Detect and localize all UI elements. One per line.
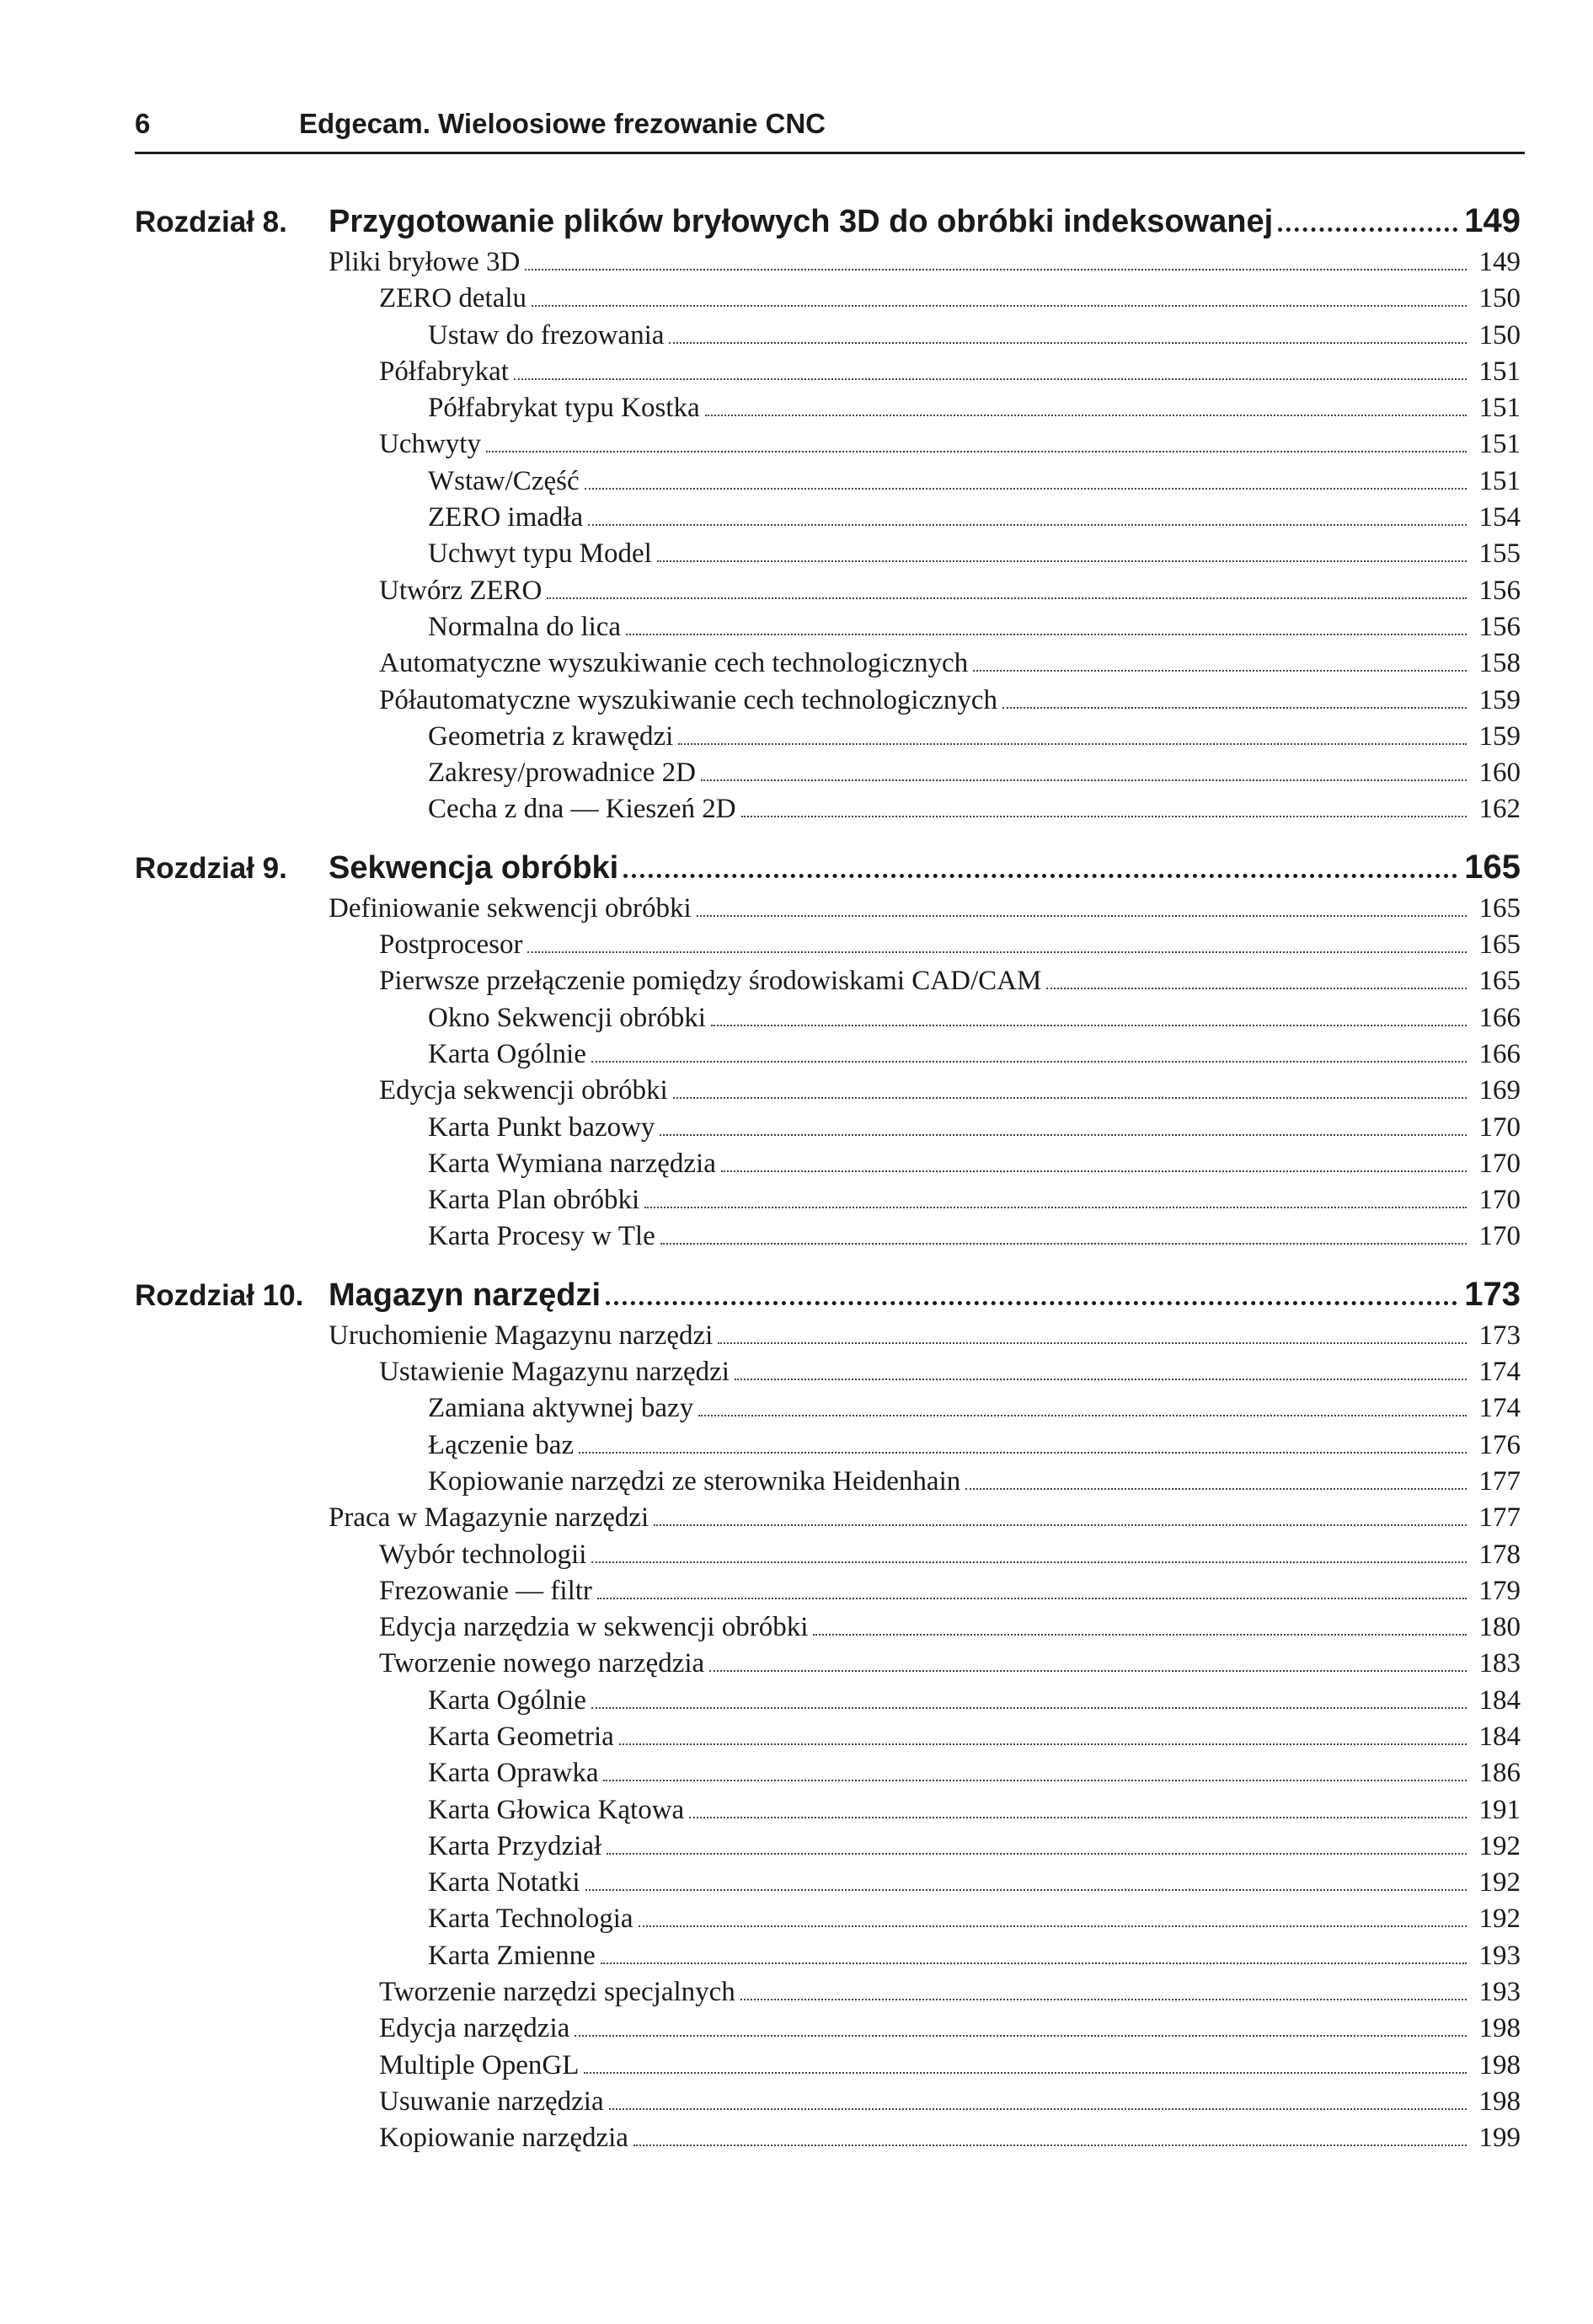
toc-entry-page-number: 198	[1478, 2086, 1521, 2117]
toc-entry-page-number: 155	[1478, 538, 1521, 570]
toc-entry-title: Łączenie baz	[428, 1429, 575, 1460]
chapter-page-number: 149	[1464, 202, 1521, 239]
dot-leader	[673, 1097, 1467, 1099]
toc-entry-title: Uruchomienie Magazynu narzędzi	[329, 1320, 714, 1351]
toc-entry-page-number: 150	[1478, 283, 1521, 314]
dot-leader	[718, 1342, 1467, 1344]
toc-entry-title: Cecha z dna — Kieszeń 2D	[428, 794, 736, 825]
toc-entry[interactable]	[135, 2086, 1521, 2123]
toc-entry[interactable]	[135, 1112, 1521, 1149]
dot-leader	[709, 1670, 1467, 1672]
dot-leader	[689, 1817, 1467, 1818]
toc-entry[interactable]	[135, 247, 1521, 283]
toc-entry-title: Karta Plan obróbki	[428, 1185, 640, 1216]
toc-entry-page-number: 198	[1478, 2013, 1521, 2044]
dot-leader	[591, 1707, 1467, 1709]
dot-leader	[532, 305, 1467, 307]
dot-leader	[585, 488, 1467, 490]
dot-leader	[603, 1780, 1467, 1781]
toc-entry-page-number: 178	[1478, 1539, 1521, 1570]
toc-entry-title: Karta Ogólnie	[428, 1684, 586, 1716]
toc-entry[interactable]	[135, 758, 1521, 794]
toc-entry-title: Geometria z krawędzi	[428, 720, 674, 752]
dot-leader	[721, 1170, 1467, 1172]
dot-leader	[626, 634, 1467, 635]
toc-entry-title: Karta Geometria	[428, 1721, 614, 1752]
running-title: Edgecam. Wieloosiowe frezowanie CNC	[299, 108, 826, 139]
toc-entry[interactable]	[135, 1320, 1521, 1357]
toc-entry-title: Karta Zmienne	[428, 1940, 596, 1971]
toc-entry[interactable]	[135, 538, 1521, 575]
toc-entry[interactable]	[135, 1357, 1521, 1393]
toc-entry-title: Zakresy/prowadnice 2D	[428, 758, 696, 789]
toc-entry-page-number: 158	[1478, 648, 1521, 679]
toc-entry-page-number: 174	[1478, 1357, 1521, 1388]
dot-leader	[609, 2108, 1467, 2110]
toc-entry-page-number: 186	[1478, 1758, 1521, 1789]
dot-leader	[705, 415, 1467, 416]
toc-entry[interactable]	[135, 429, 1521, 465]
dot-leader	[698, 1415, 1467, 1416]
toc-entry[interactable]	[135, 648, 1521, 684]
dot-leader	[711, 1025, 1467, 1026]
toc-entry[interactable]	[135, 1648, 1521, 1684]
toc-entry-title: Tworzenie narzędzi specjalnych	[379, 1977, 735, 2008]
chapter-label: Rozdział 10.	[135, 1278, 304, 1312]
toc-entry-page-number: 184	[1478, 1684, 1521, 1716]
page-header	[135, 108, 1525, 155]
chapter-label: Rozdział 9.	[135, 851, 287, 885]
toc-entry[interactable]	[135, 929, 1521, 966]
toc-entry[interactable]	[135, 1466, 1521, 1502]
toc-entry[interactable]	[135, 685, 1521, 721]
toc-entry-title: Automatyczne wyszukiwanie cech technologicznych	[379, 648, 969, 679]
toc-entry-title: Uchwyt typu Model	[428, 538, 652, 570]
toc-entry-page-number: 166	[1478, 1002, 1521, 1033]
toc-entry-page-number: 177	[1478, 1465, 1521, 1497]
toc-entry-title: Karta Ogólnie	[428, 1038, 586, 1069]
dot-leader	[965, 1488, 1467, 1490]
dot-leader	[525, 269, 1467, 270]
toc-entry-title: Uchwyty	[379, 429, 481, 460]
toc-entry-page-number: 183	[1478, 1648, 1521, 1679]
toc-entry-title: Karta Przydział	[428, 1830, 602, 1861]
toc-entry-page-number: 193	[1478, 1940, 1521, 1971]
toc-entry-title: Tworzenie nowego narzędzia	[379, 1648, 705, 1679]
toc-entry-title: Karta Głowica Kątowa	[428, 1794, 685, 1825]
toc-entry-page-number: 170	[1478, 1185, 1521, 1216]
dot-leader	[1046, 988, 1467, 989]
toc-entry-page-number: 180	[1478, 1612, 1521, 1643]
dot-leader	[514, 378, 1467, 380]
dot-leader	[735, 1379, 1467, 1380]
toc-entry[interactable]	[135, 893, 1521, 929]
toc-entry-page-number: 162	[1478, 794, 1521, 825]
toc-entry[interactable]	[135, 1685, 1521, 1722]
toc-entry-title: Kopiowanie narzędzi ze sterownika Heidenhain	[428, 1465, 961, 1497]
toc-entry[interactable]	[135, 1795, 1521, 1831]
toc-entry[interactable]	[135, 2123, 1521, 2159]
toc-entry-page-number: 159	[1478, 720, 1521, 752]
toc-entry-title: Karta Oprawka	[428, 1758, 599, 1789]
toc-entry-page-number: 170	[1478, 1111, 1521, 1143]
toc-entry[interactable]	[135, 1430, 1521, 1466]
toc-entry-title: Utwórz ZERO	[379, 575, 543, 606]
chapter-page-number: 173	[1464, 1275, 1521, 1313]
dot-leader	[585, 1889, 1467, 1891]
dot-leader	[669, 342, 1467, 344]
toc-entry-title: ZERO imadła	[428, 502, 584, 533]
toc-entry[interactable]	[135, 1612, 1521, 1648]
chapter-heading[interactable]	[135, 202, 1521, 247]
toc-entry-page-number: 192	[1478, 1867, 1521, 1898]
toc-entry-page-number: 165	[1478, 929, 1521, 961]
header-rule	[135, 152, 1525, 154]
toc-entry-title: Karta Punkt bazowy	[428, 1111, 655, 1143]
toc-entry[interactable]	[135, 1941, 1521, 1977]
toc-entry-title: Karta Technologia	[428, 1904, 633, 1935]
toc-entry-title: Multiple OpenGL	[379, 2049, 580, 2080]
dot-leader	[1278, 228, 1457, 232]
dot-leader	[633, 2145, 1467, 2146]
toc-entry[interactable]	[135, 721, 1521, 758]
toc-entry-title: Ustaw do frezowania	[428, 319, 665, 351]
toc-entry[interactable]	[135, 612, 1521, 648]
dot-leader	[579, 1452, 1467, 1454]
dot-leader	[588, 524, 1467, 526]
chapter-heading[interactable]	[135, 1276, 1521, 1320]
toc-entry[interactable]	[135, 1867, 1521, 1904]
toc-entry-page-number: 160	[1478, 758, 1521, 789]
toc-entry-title: Okno Sekwencji obróbki	[428, 1002, 706, 1033]
toc-entry[interactable]	[135, 1722, 1521, 1758]
toc-entry-page-number: 151	[1478, 393, 1521, 424]
toc-entry[interactable]	[135, 1977, 1521, 2013]
dot-leader	[527, 951, 1467, 953]
toc-entry-page-number: 151	[1478, 356, 1521, 387]
toc-entry-title: Półfabrykat typu Kostka	[428, 393, 700, 424]
toc-entry-page-number: 156	[1478, 575, 1521, 606]
toc-entry[interactable]	[135, 2013, 1521, 2049]
toc-entry[interactable]	[135, 1185, 1521, 1221]
toc-entry-page-number: 174	[1478, 1393, 1521, 1424]
toc-entry-page-number: 184	[1478, 1721, 1521, 1752]
toc-entry-page-number: 165	[1478, 966, 1521, 997]
dot-leader	[606, 1301, 1457, 1305]
toc-entry-title: Kopiowanie narzędzia	[379, 2123, 628, 2154]
toc-entry[interactable]	[135, 794, 1521, 830]
toc-entry[interactable]	[135, 576, 1521, 612]
toc-entry-title: Karta Wymiana narzędzia	[428, 1148, 716, 1179]
toc-entry-page-number: 177	[1478, 1502, 1521, 1534]
toc-entry[interactable]	[135, 1758, 1521, 1794]
dot-leader	[678, 743, 1467, 745]
toc-entry[interactable]	[135, 283, 1521, 319]
chapter-title: Magazyn narzędzi	[329, 1277, 601, 1313]
toc-entry-title: Półautomatyczne wyszukiwanie cech technologicznych	[379, 684, 997, 715]
dot-leader	[813, 1634, 1467, 1636]
toc-entry-page-number: 156	[1478, 611, 1521, 642]
toc-entry-title: Frezowanie — filtr	[379, 1575, 592, 1606]
dot-leader	[740, 1999, 1467, 2000]
chapter-title: Sekwencja obróbki	[329, 849, 619, 886]
dot-leader	[660, 1134, 1467, 1136]
toc-entry-page-number: 173	[1478, 1320, 1521, 1351]
toc-entry-title: ZERO detalu	[379, 283, 527, 314]
toc-entry-page-number: 149	[1478, 247, 1521, 277]
dot-leader	[1002, 707, 1467, 709]
toc-entry-title: Edycja narzędzia	[379, 2013, 570, 2044]
toc-entry-title: Usuwanie narzędzia	[379, 2086, 604, 2117]
chapter-label: Rozdział 8.	[135, 206, 287, 238]
toc-entry-page-number: 199	[1478, 2123, 1521, 2154]
table-of-contents	[135, 202, 1521, 2177]
toc-entry-page-number: 193	[1478, 1977, 1521, 2008]
toc-entry[interactable]	[135, 1904, 1521, 1940]
dot-leader	[741, 816, 1467, 817]
toc-entry-title: Praca w Magazynie narzędzi	[329, 1502, 649, 1534]
chapter-title: Przygotowanie plików bryłowych 3D do obróbki indeksowanej	[329, 204, 1274, 239]
toc-entry-title: Pliki bryłowe 3D	[329, 247, 521, 277]
toc-entry-title: Pierwsze przełączenie pomiędzy środowiskami CAD/CAM	[379, 966, 1042, 997]
toc-entry[interactable]	[135, 1576, 1521, 1612]
toc-entry[interactable]	[135, 1149, 1521, 1185]
toc-entry-page-number: 151	[1478, 429, 1521, 460]
dot-leader	[973, 670, 1467, 672]
toc-entry-page-number: 166	[1478, 1038, 1521, 1069]
toc-entry-title: Półfabrykat	[379, 356, 509, 387]
toc-entry-page-number: 176	[1478, 1429, 1521, 1460]
toc-entry[interactable]	[135, 1039, 1521, 1075]
toc-entry-title: Edycja narzędzia w sekwencji obróbki	[379, 1612, 809, 1643]
toc-entry[interactable]	[135, 1221, 1521, 1257]
toc-entry-title: Wstaw/Część	[428, 465, 580, 496]
toc-entry[interactable]	[135, 1502, 1521, 1539]
dot-leader	[660, 1243, 1467, 1245]
toc-entry-page-number: 192	[1478, 1830, 1521, 1861]
toc-entry-title: Definiowanie sekwencji obróbki	[329, 892, 692, 924]
toc-entry-title: Edycja sekwencji obróbki	[379, 1075, 668, 1106]
dot-leader	[601, 1963, 1467, 1964]
toc-entry-title: Ustawienie Magazynu narzędzi	[379, 1357, 730, 1388]
toc-entry-page-number: 154	[1478, 502, 1521, 533]
toc-entry-title: Zamiana aktywnej bazy	[428, 1393, 694, 1424]
dot-leader	[597, 1598, 1467, 1599]
page-number: 6	[135, 108, 151, 139]
toc-entry-page-number: 169	[1478, 1075, 1521, 1106]
toc-entry-title: Normalna do lica	[428, 611, 622, 642]
toc-entry-page-number: 191	[1478, 1794, 1521, 1825]
dot-leader	[607, 1853, 1467, 1855]
dot-leader	[584, 2072, 1467, 2074]
dot-leader	[644, 1207, 1467, 1208]
dot-leader	[619, 1743, 1467, 1745]
toc-entry[interactable]	[135, 356, 1521, 393]
toc-entry-page-number: 165	[1478, 892, 1521, 924]
toc-entry[interactable]	[135, 320, 1521, 356]
dot-leader	[575, 2035, 1467, 2037]
dot-leader	[697, 915, 1467, 917]
dot-leader	[547, 597, 1467, 599]
toc-entry-title: Karta Procesy w Tle	[428, 1221, 655, 1252]
toc-entry[interactable]	[135, 1003, 1521, 1039]
chapter-section	[135, 1276, 1521, 2160]
toc-entry-page-number: 159	[1478, 684, 1521, 715]
toc-entry-page-number: 179	[1478, 1575, 1521, 1606]
chapter-section	[135, 849, 1521, 1258]
toc-entry-title: Wybór technologii	[379, 1539, 587, 1570]
dot-leader	[591, 1561, 1467, 1563]
toc-entry[interactable]	[135, 966, 1521, 1002]
toc-entry-page-number: 198	[1478, 2049, 1521, 2080]
toc-entry-page-number: 192	[1478, 1904, 1521, 1935]
toc-entry[interactable]	[135, 1393, 1521, 1429]
toc-entry-title: Karta Notatki	[428, 1867, 580, 1898]
toc-entry[interactable]	[135, 2050, 1521, 2086]
dot-leader	[701, 779, 1467, 781]
chapter-section	[135, 202, 1521, 831]
toc-entry-page-number: 170	[1478, 1148, 1521, 1179]
dot-leader	[486, 451, 1467, 452]
toc-entry-page-number: 150	[1478, 319, 1521, 351]
dot-leader	[657, 560, 1467, 562]
toc-entry[interactable]	[135, 1831, 1521, 1867]
toc-entry[interactable]	[135, 502, 1521, 538]
toc-entry[interactable]	[135, 1075, 1521, 1111]
dot-leader	[654, 1524, 1467, 1526]
dot-leader	[623, 874, 1457, 878]
toc-entry[interactable]	[135, 393, 1521, 429]
toc-entry[interactable]	[135, 1540, 1521, 1576]
chapter-page-number: 165	[1464, 848, 1521, 886]
dot-leader	[639, 1925, 1467, 1927]
chapter-heading[interactable]	[135, 849, 1521, 893]
toc-entry[interactable]	[135, 466, 1521, 502]
toc-entry-title: Postprocesor	[379, 929, 523, 961]
toc-entry-page-number: 170	[1478, 1221, 1521, 1252]
dot-leader	[591, 1061, 1467, 1063]
toc-entry-page-number: 151	[1478, 465, 1521, 496]
